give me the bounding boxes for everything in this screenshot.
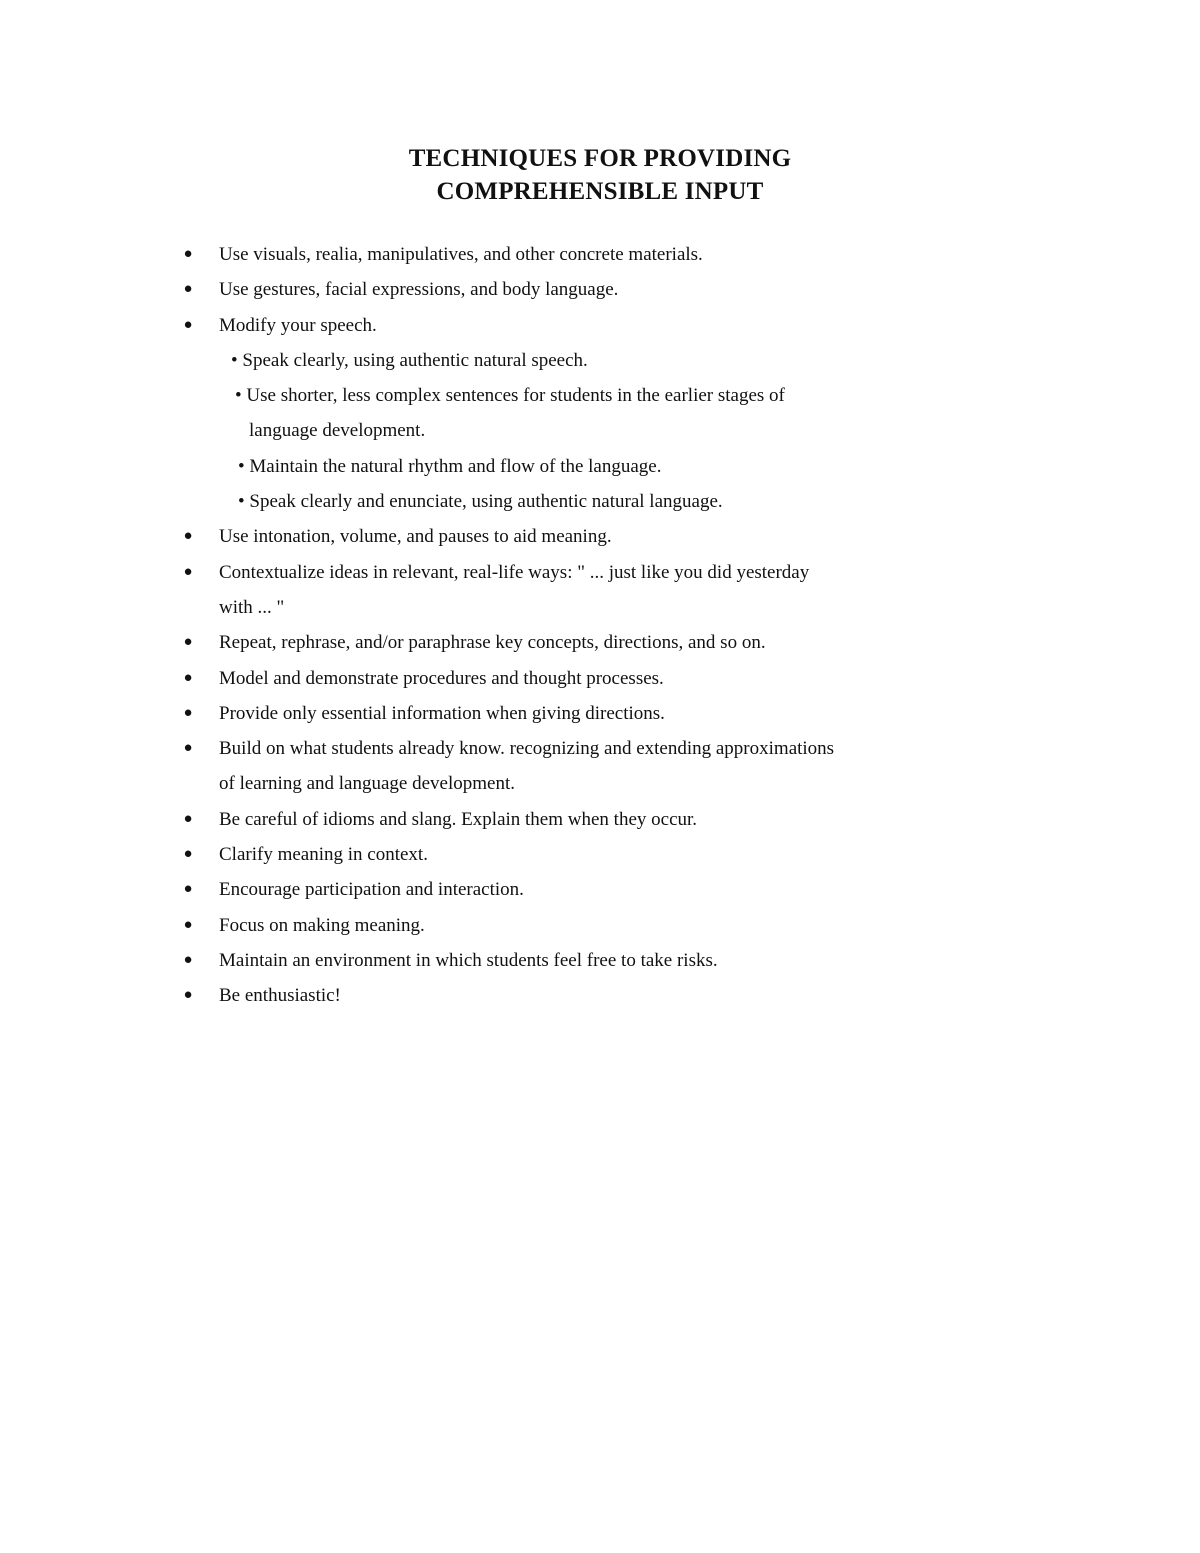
list-item-text: with ... " (219, 596, 285, 618)
sub-bullet-icon: • (238, 491, 245, 513)
bullet-icon: ● (183, 281, 193, 298)
bullet-list (0, 237, 1200, 1014)
sub-list-item-text: Use shorter, less complex sentences for students in the earlier stages of (246, 385, 785, 407)
sub-list-item-text: Speak clearly, using authentic natural speech. (242, 349, 588, 371)
sub-list-item (0, 343, 1200, 378)
bullet-icon: ● (183, 987, 193, 1004)
list-item-text: Focus on making meaning. (219, 914, 425, 936)
list-item-text: Repeat, rephrase, and/or paraphrase key concepts, directions, and so on. (219, 632, 766, 654)
sub-list-item (0, 449, 1200, 484)
list-item-text: Be enthusiastic! (219, 985, 341, 1007)
bullet-icon: ● (183, 528, 193, 545)
bullet-icon: ● (183, 881, 193, 898)
sub-bullet-icon: • (238, 455, 245, 477)
list-item (0, 555, 1200, 590)
bullet-icon: ● (183, 704, 193, 721)
list-item-text: Use gestures, facial expressions, and body language. (219, 279, 619, 301)
list-item-text: Contextualize ideas in relevant, real-life ways: " ... just like you did yesterday (219, 561, 810, 583)
list-item (0, 272, 1200, 307)
list-item-text: Build on what students already know. recognizing and extending approximations (219, 738, 835, 760)
list-item-text: Provide only essential information when giving directions. (219, 702, 665, 724)
list-item (0, 943, 1200, 978)
sub-list-item-text: Speak clearly and enunciate, using authentic natural language. (249, 491, 723, 513)
list-item (0, 872, 1200, 907)
bullet-icon: ● (183, 951, 193, 968)
list-item (0, 625, 1200, 660)
bullet-icon: ● (183, 563, 193, 580)
list-item-text: Use intonation, volume, and pauses to aid meaning. (219, 526, 612, 548)
list-item-continuation (0, 766, 1200, 801)
document-title (0, 142, 1200, 208)
sub-list-item-text: language development. (249, 420, 426, 442)
title-line-1: TECHNIQUES FOR PROVIDING (408, 145, 792, 172)
list-item (0, 308, 1200, 343)
sub-list-item-text: Maintain the natural rhythm and flow of the language. (249, 455, 662, 477)
list-item (0, 731, 1200, 766)
list-item (0, 802, 1200, 837)
bullet-icon: ● (183, 846, 193, 863)
list-item-text: Modify your speech. (219, 314, 377, 336)
list-item-continuation (0, 590, 1200, 625)
sub-list-item-continuation (0, 413, 1200, 448)
sub-list-item (0, 378, 1200, 413)
list-item (0, 696, 1200, 731)
list-item-text: of learning and language development. (219, 773, 515, 795)
list-item (0, 978, 1200, 1013)
bullet-icon: ● (183, 246, 193, 262)
bullet-icon: ● (183, 916, 193, 933)
sub-bullet-icon: • (235, 385, 242, 407)
list-item-text: Be careful of idioms and slang. Explain them when they occur. (219, 808, 698, 830)
list-item-text: Use visuals, realia, manipulatives, and other concrete materials. (219, 244, 703, 265)
list-item (0, 908, 1200, 943)
list-item-text: Model and demonstrate procedures and thought processes. (219, 667, 664, 689)
list-item-text: Encourage participation and interaction. (219, 879, 524, 901)
bullet-icon: ● (183, 316, 193, 333)
list-item (0, 661, 1200, 696)
bullet-icon: ● (183, 634, 193, 651)
bullet-icon: ● (183, 740, 193, 757)
list-item (0, 837, 1200, 872)
bullet-icon: ● (183, 669, 193, 686)
bullet-icon: ● (183, 810, 193, 827)
sub-list-item (0, 484, 1200, 519)
title-line-2: COMPREHENSIBLE INPUT (436, 178, 764, 205)
list-item (0, 237, 1200, 272)
list-item (0, 519, 1200, 554)
list-item-text: Clarify meaning in context. (219, 844, 428, 866)
list-item-text: Maintain an environment in which students feel free to take risks. (219, 949, 718, 971)
sub-bullet-icon: • (231, 349, 238, 371)
